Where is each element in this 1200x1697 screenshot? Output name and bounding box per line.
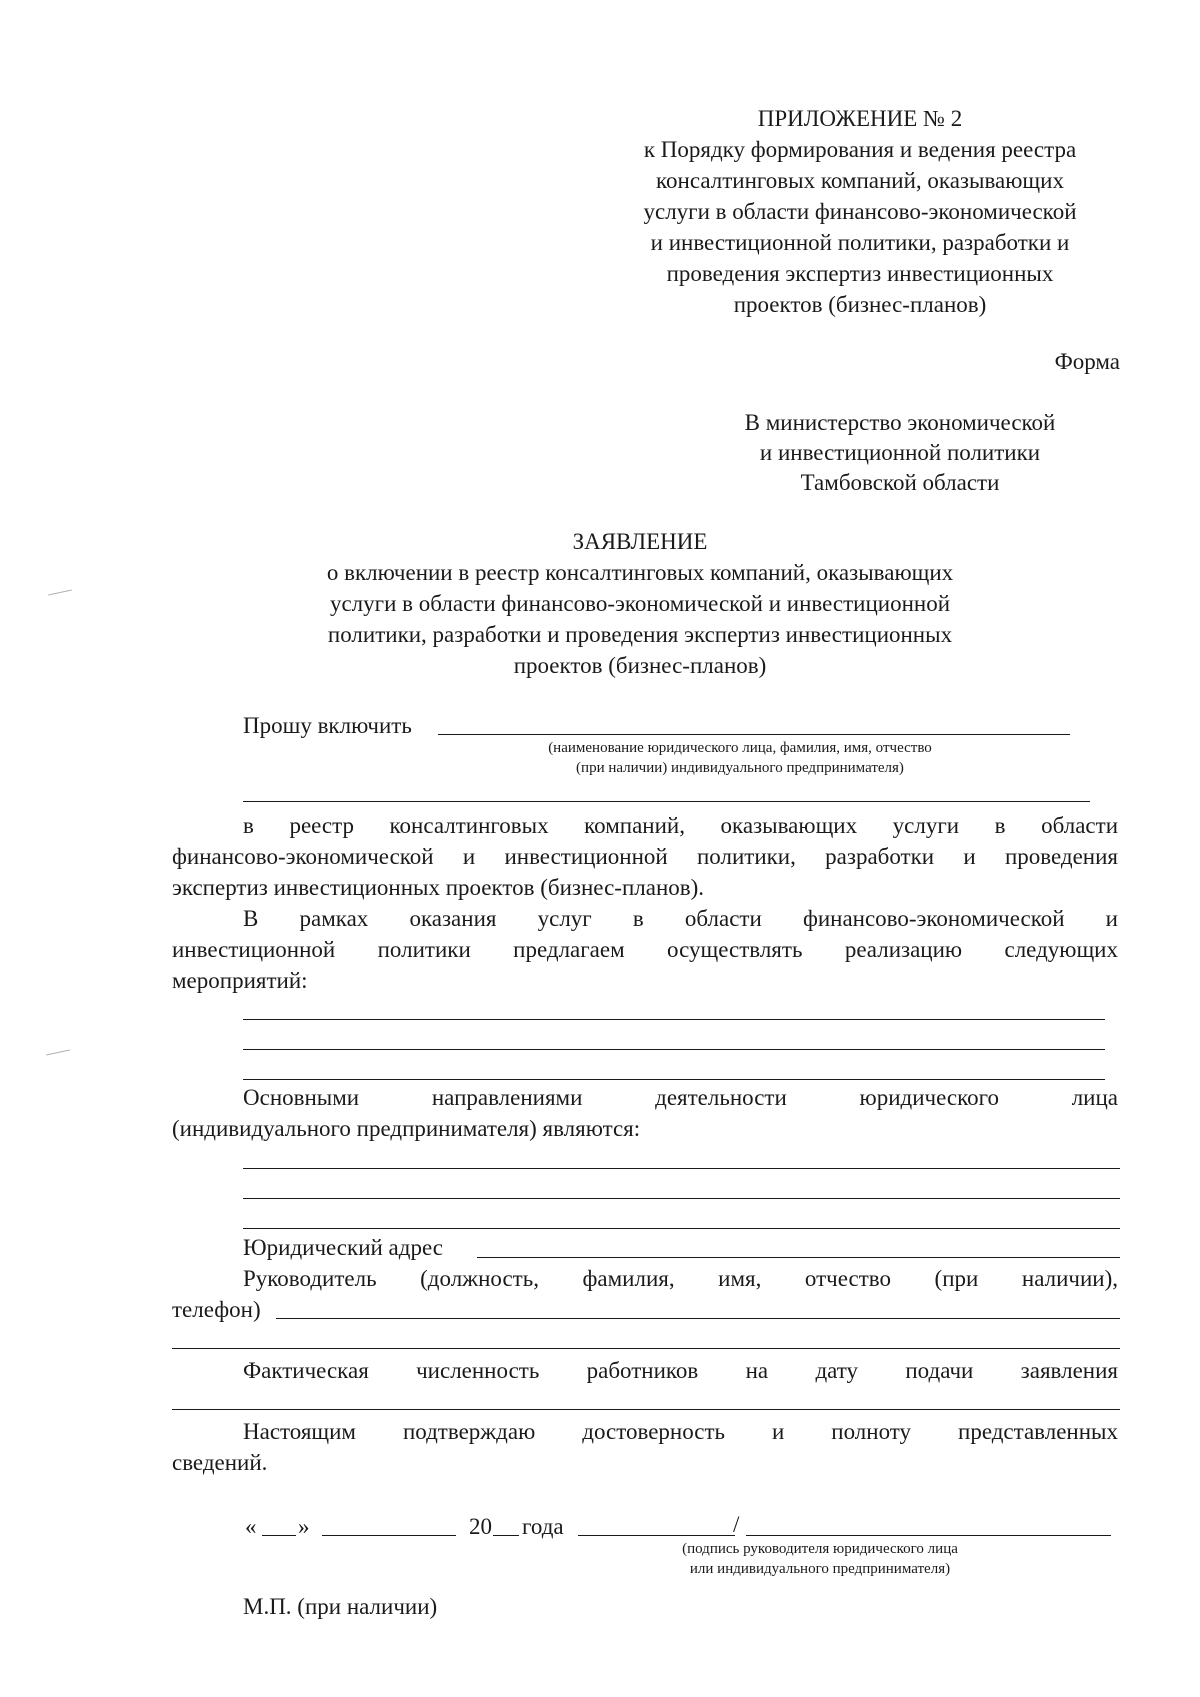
date-close-quote: » — [298, 1514, 310, 1539]
signature-hint-line: или индивидуального предпринимателя) — [689, 1561, 951, 1577]
appendix-line: проектов (бизнес-планов) — [733, 292, 987, 317]
request-name-field[interactable] — [438, 734, 1070, 735]
statement-title: ЗАЯВЛЕНИЕ — [572, 529, 708, 554]
para1-line: финансово-экономической и инвестиционной политики, разработки и проведения — [172, 844, 1118, 869]
confirm-line: Настоящим подтверждаю достоверность и полноту представленных — [243, 1419, 1118, 1444]
subtitle-line: проектов (бизнес-планов) — [513, 653, 767, 678]
addressee-line: Тамбовской области — [800, 470, 1000, 495]
appendix-title: ПРИЛОЖЕНИЕ № 2 — [757, 106, 963, 131]
head-block — [172, 1263, 1118, 1325]
paragraph-directions — [172, 1082, 1118, 1144]
form-label: Форма — [1054, 349, 1120, 374]
para2-line: В рамках оказания услуг в области финансово-экономической и — [243, 906, 1118, 931]
para2-line: инвестиционной политики предлагаем осуществлять реализацию следующих — [172, 937, 1118, 962]
scan-mark-2 — [46, 1050, 70, 1056]
signature-field[interactable] — [578, 1535, 735, 1536]
appendix-line: и инвестиционной политики, разработки и — [650, 230, 1070, 255]
para3-line: (индивидуального предпринимателя) являются: — [172, 1116, 641, 1141]
date-year-suffix: года — [522, 1514, 564, 1539]
directions-field-3[interactable] — [243, 1228, 1120, 1229]
date-year-field[interactable] — [493, 1535, 519, 1536]
legal-address-field[interactable] — [477, 1257, 1120, 1258]
legal-address-label: Юридический адрес — [243, 1235, 443, 1260]
directions-field-2[interactable] — [243, 1198, 1120, 1199]
addressee — [700, 408, 1100, 498]
confirm-block — [172, 1416, 1118, 1478]
activities-field-3[interactable] — [243, 1079, 1105, 1080]
employees-field[interactable] — [172, 1409, 1120, 1410]
request-hint — [420, 738, 1060, 778]
signature-hint — [600, 1539, 1040, 1579]
para2-line: мероприятий: — [172, 968, 308, 993]
subtitle-line: услуги в области финансово-экономической и инвестиционной — [329, 591, 951, 616]
subtitle-line: политики, разработки и проведения экспертиз инвестиционных — [327, 622, 953, 647]
para3-line: Основными направлениями деятельности юридического лица — [243, 1085, 1118, 1110]
date-open-quote: « — [245, 1514, 257, 1539]
confirm-line: сведений. — [172, 1450, 268, 1475]
date-day-field[interactable] — [262, 1535, 296, 1536]
head-line: Руководитель (должность, фамилия, имя, отчество (при наличии), — [243, 1266, 1118, 1291]
appendix-line: к Порядку формирования и ведения реестра — [643, 137, 1077, 162]
head-field-continued[interactable] — [172, 1348, 1120, 1349]
para1-line: экспертиз инвестиционных проектов (бизнес-планов). — [172, 875, 705, 900]
signature-name-field[interactable] — [746, 1535, 1111, 1536]
date-month-field[interactable] — [322, 1535, 456, 1536]
request-label: Прошу включить — [243, 713, 412, 738]
request-row — [243, 710, 1143, 741]
appendix-line: консалтинговых компаний, оказывающих — [656, 168, 1064, 193]
para1-line: в реестр консалтинговых компаний, оказывающих услуги в области — [243, 813, 1118, 838]
signature-hint-line: (подпись руководителя юридического лица — [682, 1541, 958, 1557]
signature-slash: / — [733, 1512, 740, 1537]
scan-mark-1 — [48, 590, 72, 596]
addressee-line: В министерство экономической — [744, 410, 1056, 435]
head-line: телефон) — [172, 1297, 261, 1322]
paragraph-registry — [172, 810, 1118, 903]
addressee-line: и инвестиционной политики — [759, 440, 1041, 465]
request-hint-line: (наименование юридического лица, фамилия, имя, отчество — [548, 740, 932, 756]
request-hint-line: (при наличии) индивидуального предпринимателя) — [576, 760, 904, 776]
appendix-text — [600, 134, 1120, 320]
request-name-field-continued[interactable] — [243, 801, 1090, 802]
stamp-label: М.П. (при наличии) — [243, 1594, 438, 1619]
directions-field-1[interactable] — [243, 1168, 1120, 1169]
activities-field-1[interactable] — [243, 1019, 1105, 1020]
employees-line: Фактическая численность работников на дату подачи заявления — [243, 1358, 1118, 1383]
date-year-prefix: 20 — [469, 1514, 492, 1539]
paragraph-activities — [172, 903, 1118, 996]
appendix-line: услуги в области финансово-экономической — [643, 199, 1077, 224]
subtitle-line: о включении в реестр консалтинговых компаний, оказывающих — [326, 560, 954, 585]
employees-block — [243, 1355, 1118, 1386]
head-field[interactable] — [276, 1318, 1120, 1319]
activities-field-2[interactable] — [243, 1049, 1105, 1050]
appendix-line: проведения экспертиз инвестиционных — [666, 261, 1054, 286]
statement-subtitle — [200, 557, 1080, 681]
